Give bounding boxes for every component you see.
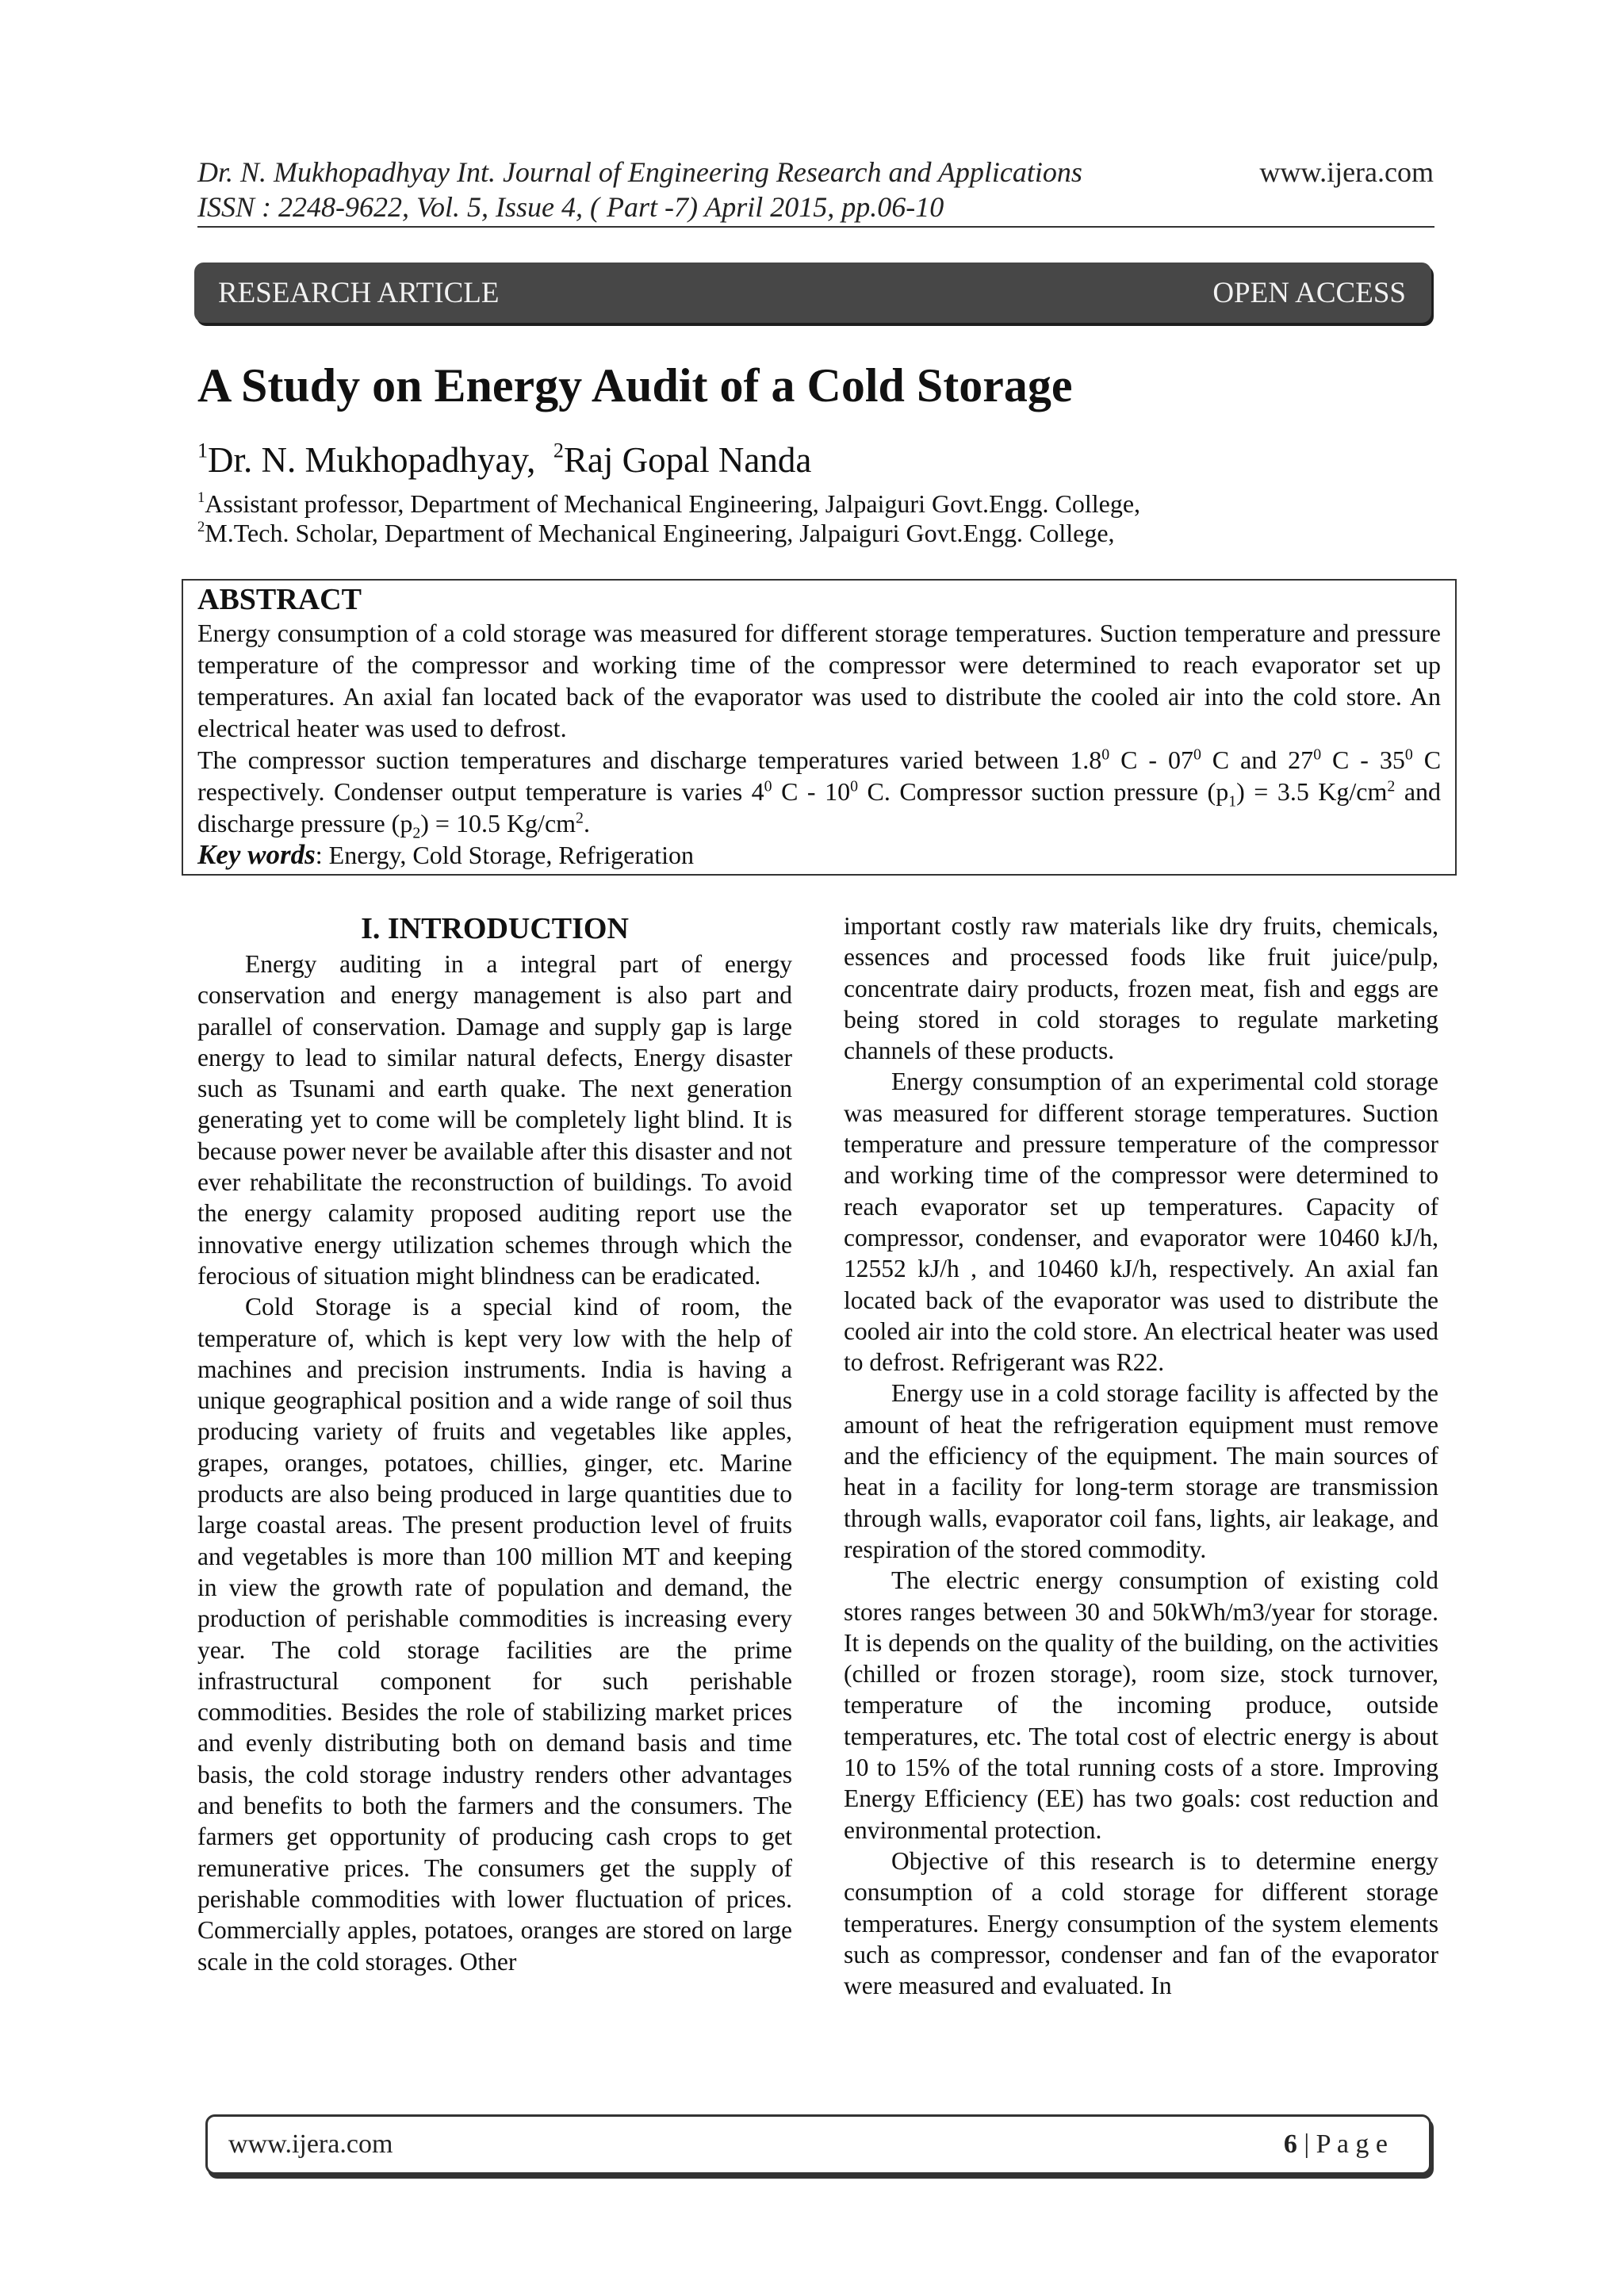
degree-superscript: 0 xyxy=(1193,746,1201,764)
right-column xyxy=(844,910,1438,2001)
keywords-line xyxy=(197,839,1441,871)
intro-paragraph-4: Energy consumption of an experimental cold storage was measured for different storage temperatures. Suction temperature and pressure temperature of the compressor and working time of the compressor were determined to reach evaporator set up temperatures. Capacity of compressor, condenser, and evaporator were 10460 kJ/h, 12552 kJ/h , and 10460 kJ/h, respectively. An axial fan located back of the evaporator was used to distribute the cooled air into the cold store. An electrical heater was used to defrost. Refrigerant was R22. xyxy=(844,1068,1438,1377)
degree-superscript: 0 xyxy=(850,777,858,795)
affiliation-2-marker: 2 xyxy=(197,519,205,536)
abstract-text: C respectively. Condenser output temperature is varies 4 xyxy=(197,746,1442,806)
left-column xyxy=(197,949,792,1977)
abstract-paragraph-1: Energy consumption of a cold storage was measured for different storage temperatures. Suction temperature and pressure temperature of the compressor and working time of the compressor were determined to reach evaporator set up temperatures. An axial fan located back of the evaporator was used to distribute the cooled air into the cold store. An electrical heater was used to defrost. xyxy=(197,619,1441,742)
page-footer xyxy=(205,2114,1431,2175)
degree-superscript: 0 xyxy=(1313,746,1322,764)
affiliation-1-marker: 1 xyxy=(197,489,205,507)
author-2-marker: 2 xyxy=(553,439,564,462)
degree-superscript: 0 xyxy=(1404,746,1413,764)
keywords-text: : Energy, Cold Storage, Refrigeration xyxy=(315,841,694,869)
author-list xyxy=(197,438,811,482)
intro-paragraph-1: Energy auditing in a integral part of energy conservation and energy management is also part and parallel of conservation. Damage and supply gap is large energy to lead to similar natural defects, Energy disaster such as Tsunami and earth quake. The next generation generating yet to come will be completely light blind. It is because power never be available after this disaster and not ever rehabilitate the reconstruction of buildings. To avoid the energy calamity proposed auditing report use the innovative energy utilization schemes through which the ferocious of situation might blindness can be eradicated. xyxy=(197,950,792,1290)
affiliation-2-text: M.Tech. Scholar, Department of Mechanical Engineering, Jalpaiguri Govt.Engg. College, xyxy=(205,519,1115,547)
abstract-body xyxy=(197,617,1441,871)
abstract-heading: ABSTRACT xyxy=(197,583,362,616)
degree-superscript: 0 xyxy=(1101,746,1110,764)
section-heading-introduction: I. INTRODUCTION xyxy=(361,912,629,945)
abstract-text: C. Compressor suction pressure (p xyxy=(858,777,1229,806)
intro-paragraph-6: The electric energy consumption of existing cold stores ranges between 30 and 50kWh/m3/year for storage. It is depends on the quality of the building, on the activities (chilled or frozen storage), room size, stock turnover, temperature of the incoming produce, outside temperatures, etc. The total cost of electric energy is about 10 to 15% of the total running costs of a store. Improving Energy Efficiency (EE) has two goals: cost reduction and environmental protection. xyxy=(844,1566,1438,1844)
affiliation-1 xyxy=(197,488,1140,519)
page-number: 6 xyxy=(1283,2129,1297,2159)
squared-superscript: 2 xyxy=(1387,777,1396,795)
article-type-banner xyxy=(194,263,1431,323)
subscript: 2 xyxy=(412,824,421,842)
abstract-text: C - 35 xyxy=(1321,746,1405,774)
intro-paragraph-3: important costly raw materials like dry fruits, chemicals, essences and processed foods like fruit juice/pulp, concentrate dairy products, frozen meat, fish and eggs are being stored in cold storages to regulate marketing channels of these products. xyxy=(844,912,1438,1065)
abstract-paragraph-2 xyxy=(197,744,1442,842)
header-website: www.ijera.com xyxy=(1259,156,1434,188)
research-article-label: RESEARCH ARTICLE xyxy=(218,276,500,309)
abstract-text: ) = 3.5 Kg/cm xyxy=(1236,777,1388,806)
page-label: | P a g e xyxy=(1297,2129,1388,2159)
author-1-marker: 1 xyxy=(197,439,209,462)
intro-paragraph-5: Energy use in a cold storage facility is affected by the amount of heat the refrigeration equipment must remove and the efficiency of the equipment. The main sources of heat in a facility for long-term storage are transmission through walls, evaporator coil fans, lights, air leakage, and respiration of the stored commodity. xyxy=(844,1379,1438,1563)
subscript: 1 xyxy=(1228,792,1237,811)
open-access-label: OPEN ACCESS xyxy=(1212,276,1406,309)
affiliation-2 xyxy=(197,517,1115,549)
degree-superscript: 0 xyxy=(764,777,772,795)
abstract-text: C and 27 xyxy=(1201,746,1314,774)
page-number-label xyxy=(1284,2129,1388,2160)
author-2-name: Raj Gopal Nanda xyxy=(563,440,812,480)
abstract-text: The compressor suction temperatures and discharge temperatures varied between 1.8 xyxy=(197,746,1102,774)
journal-line: Dr. N. Mukhopadhyay Int. Journal of Engineering Research and Applications xyxy=(197,156,1082,188)
keywords-label: Key words xyxy=(197,839,316,870)
issn-line: ISSN : 2248-9622, Vol. 5, Issue 4, ( Part -7) April 2015, pp.06-10 xyxy=(197,191,944,223)
paper-title: A Study on Energy Audit of a Cold Storage xyxy=(197,359,1073,412)
footer-website: www.ijera.com xyxy=(228,2129,393,2159)
abstract-text: ) = 10.5 Kg/cm xyxy=(420,809,576,838)
author-1-name: Dr. N. Mukhopadhyay, xyxy=(208,440,536,480)
abstract-text: and discharge pressure (p xyxy=(197,777,1442,838)
intro-paragraph-7: Objective of this research is to determine energy consumption of a cold storage for different storage temperatures. Energy consumption of the system elements such as compressor, condenser and fan of the evaporator were measured and evaluated. In xyxy=(844,1846,1438,2000)
abstract-text: C - 07 xyxy=(1109,746,1193,774)
affiliation-1-text: Assistant professor, Department of Mechanical Engineering, Jalpaiguri Govt.Engg. College, xyxy=(205,489,1141,518)
intro-paragraph-2: Cold Storage is a special kind of room, the temperature of, which is kept very low with the help of machines and precision instruments. India is having a unique geographical position and a wide range of soil thus producing variety of fruits and vegetables like apples, grapes, oranges, potatoes, chillies, ginger, etc. Marine products are also being produced in large quantities due to large coastal areas. The present production level of fruits and vegetables is more than 100 million MT and keeping in view the growth rate of population and demand, the production of perishable commodities is increasing every year. The cold storage facilities are the prime infrastructural component for such perishable commodities. Besides the role of stabilizing market prices and evenly distributing both on demand basis and time basis, the cold storage industry renders other advantages and benefits to both the farmers and the consumers. The farmers get opportunity of producing cash crops to get remunerative prices. The consumers get the supply of perishable commodities with lower fluctuation of prices. Commercially apples, potatoes, oranges are stored on large scale in the cold storages. Other xyxy=(197,1293,792,1976)
running-header xyxy=(197,155,1082,224)
header-rule xyxy=(197,226,1434,228)
abstract-text: . xyxy=(583,809,590,838)
squared-superscript: 2 xyxy=(576,809,584,827)
abstract-text: C - 10 xyxy=(772,777,851,806)
